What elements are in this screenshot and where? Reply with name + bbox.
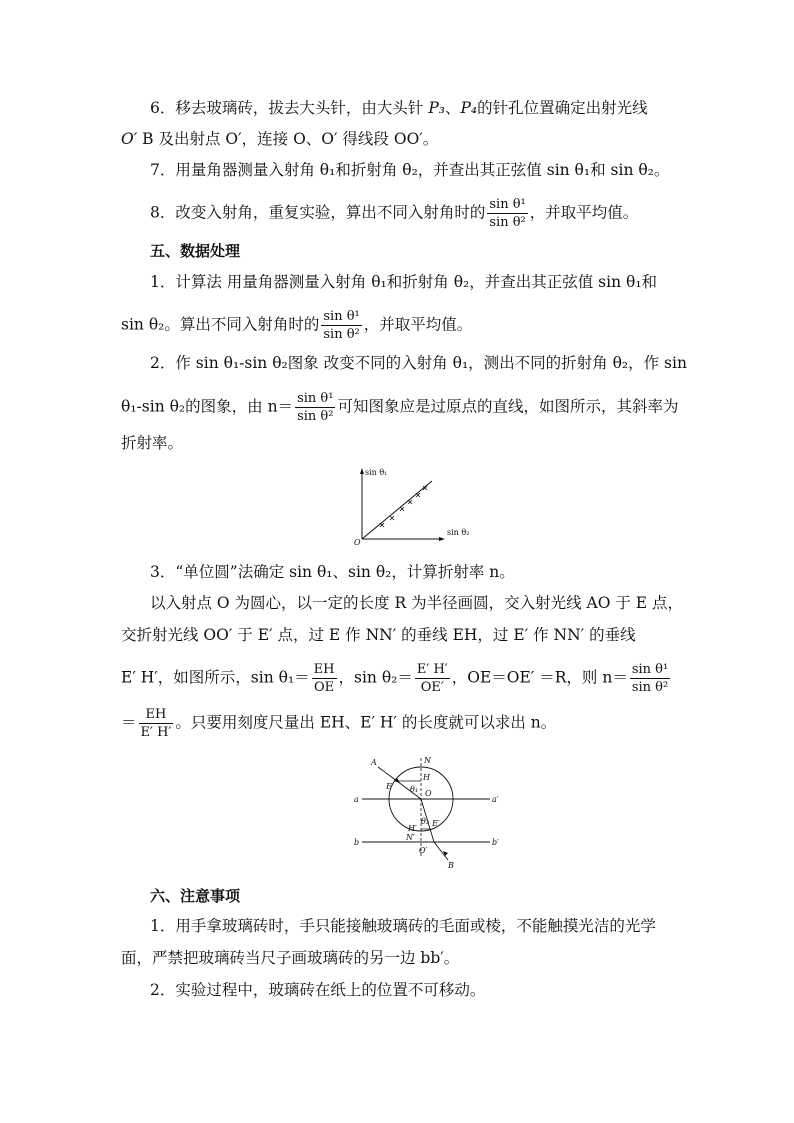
x-axis-label: sin θ₂ xyxy=(447,528,470,537)
data-point xyxy=(380,523,384,527)
incident-arrow xyxy=(394,778,400,783)
label-E: E xyxy=(386,782,392,791)
step-7: 7．用量角器测量入射角 θ₁和折射角 θ₂，并查出其正弦值 sin θ₁和 sin θ₂。 xyxy=(150,161,670,179)
eh-ehp-fraction xyxy=(139,706,174,741)
step-6-text-2: B 及出射点 O′，连接 O、O′ 得线段 OO′。 xyxy=(142,130,439,148)
s5-p1-line1: 1．计算法 用量角器测量入射角 θ₁和折射角 θ₂，并查出其正弦值 sin θ₁和 xyxy=(150,273,658,291)
step-8-text-end: ，并取平均值。 xyxy=(529,203,639,222)
label-N-prime: N′ xyxy=(406,833,415,842)
label-b-prime: b′ xyxy=(492,838,499,847)
s5-p2-line3: 折射率。 xyxy=(121,434,184,452)
label-O: O xyxy=(425,789,432,798)
s5-p4-conclusion: 。只要用刻度尺量出 EH、E′ H′ 的长度就可以求出 n。 xyxy=(175,713,557,732)
s5-p1-line2 xyxy=(121,308,472,343)
x-axis-arrow xyxy=(439,537,445,541)
data-point xyxy=(416,493,420,497)
step-6-text: 6．移去玻璃砖，拔去大头针，由大头针 xyxy=(150,99,424,117)
label-theta2: θ₂ xyxy=(421,817,430,826)
equals-sign: ＝ xyxy=(121,713,137,732)
s5-p1-text: sin θ₂。算出不同入射角时的 xyxy=(121,315,320,334)
fraction-numerator: sin θ¹ xyxy=(631,662,669,677)
incident-ray-AO xyxy=(378,767,421,799)
data-point xyxy=(390,516,394,520)
step-6-line-2 xyxy=(121,128,438,150)
s5-p2-line1: 2．作 sin θ₁-sin θ₂图象 改变不同的入射角 θ₁，测出不同的折射角 θ₂，作 sin xyxy=(150,354,687,372)
s5-p4-line3 xyxy=(121,661,672,696)
label-theta1: θ₁ xyxy=(410,785,419,794)
fraction-numerator: EH xyxy=(139,706,174,724)
label-H: H xyxy=(423,773,430,782)
n-def: ，OE＝OE′ ＝R，则 n＝ xyxy=(451,668,628,687)
fraction-numerator: sin θ¹ xyxy=(489,197,526,212)
s6-p1-line1: 1．用手拿玻璃砖时，手只能接触玻璃砖的毛面或棱，不能触摸光洁的光学 xyxy=(150,917,656,935)
label-N: N xyxy=(424,756,431,765)
s5-p2-text: θ₁-sin θ₂的图象，由 n＝ xyxy=(121,397,294,416)
separator: 、 xyxy=(444,99,461,117)
oprime-label: O′ xyxy=(121,130,138,148)
sin-ratio-fraction xyxy=(487,196,527,231)
eh-oe-fraction xyxy=(312,661,337,696)
p4-label: P₄ xyxy=(460,99,478,117)
p3-label: P₃ xyxy=(428,99,445,117)
s5-p1-text-end: ，并取平均值。 xyxy=(363,315,473,334)
s5-p2-text-mid: 可知图象应是过原点的直线，如图所示，其斜率为 xyxy=(337,397,679,416)
section-6-title: 六、注意事项 xyxy=(150,887,241,905)
label-A: A xyxy=(371,758,377,767)
y-axis-arrow xyxy=(360,468,364,474)
fraction-denominator: OE′ xyxy=(420,680,444,695)
fraction-denominator: sin θ² xyxy=(297,409,334,424)
fraction-denominator: E′ H′ xyxy=(140,725,172,740)
s5-p4-line1: 以入射点 O 为圆心，以一定的长度 R 为半径画圆，交入射光线 AO 于 E 点， xyxy=(150,594,684,612)
fraction-numerator: sin θ¹ xyxy=(297,391,334,406)
sin-graph-figure xyxy=(350,465,480,547)
sin-ratio-fraction xyxy=(630,661,670,696)
fraction-denominator: sin θ² xyxy=(489,215,526,230)
step-8-text: 8．改变入射角，重复实验，算出不同入射角时的 xyxy=(150,203,486,222)
emergent-ray-OB xyxy=(434,842,448,860)
label-b: b xyxy=(354,838,360,847)
sin-ratio-fraction xyxy=(321,308,361,343)
label-a-prime: a′ xyxy=(492,795,499,804)
fraction-numerator: E′ H′ xyxy=(416,662,448,677)
fraction-denominator: sin θ² xyxy=(631,680,669,695)
sin2-def: ，sin θ₂＝ xyxy=(338,668,413,687)
s5-p3: 3．“单位圆”法确定 sin θ₁、sin θ₂，计算折射率 n。 xyxy=(150,563,515,581)
ehp-oep-fraction xyxy=(415,661,450,696)
sin1-def: E′ H′，如图所示，sin θ₁＝ xyxy=(121,668,310,687)
label-O-prime: O′ xyxy=(419,846,428,855)
s5-p4-line2: 交折射光线 OO′ 于 E′ 点，过 E 作 NN′ 的垂线 EH，过 E′ 作 NN′ 的垂线 xyxy=(121,626,636,644)
fraction-denominator: OE xyxy=(314,680,335,695)
section-5-title: 五、数据处理 xyxy=(150,242,241,260)
step-6-line-1 xyxy=(150,97,648,119)
data-point xyxy=(408,500,412,504)
step-8 xyxy=(150,196,638,231)
fraction-numerator: EH xyxy=(313,662,335,677)
step-6-text-end: 的针孔位置确定出射光线 xyxy=(477,99,648,117)
label-E-prime: E′ xyxy=(432,819,440,828)
unit-circle-figure xyxy=(348,752,498,870)
fraction-denominator: sin θ² xyxy=(323,327,360,342)
fraction-numerator: sin θ¹ xyxy=(323,309,360,324)
label-B: B xyxy=(448,861,454,870)
label-H-prime: H′ xyxy=(408,824,417,833)
data-point xyxy=(400,507,404,511)
s5-p2-line2 xyxy=(121,390,678,425)
label-a: a xyxy=(354,795,359,804)
y-axis-label: sin θ₁ xyxy=(365,468,388,477)
origin-label: O xyxy=(354,538,361,547)
s6-p1-line2: 面，严禁把玻璃砖当尺子画玻璃砖的另一边 bb′。 xyxy=(121,949,460,967)
s5-p4-line4 xyxy=(121,706,556,741)
fit-line xyxy=(362,481,432,539)
s6-p2: 2．实验过程中，玻璃砖在纸上的位置不可移动。 xyxy=(150,981,486,999)
data-points xyxy=(380,486,427,527)
sin-ratio-fraction xyxy=(295,390,335,425)
